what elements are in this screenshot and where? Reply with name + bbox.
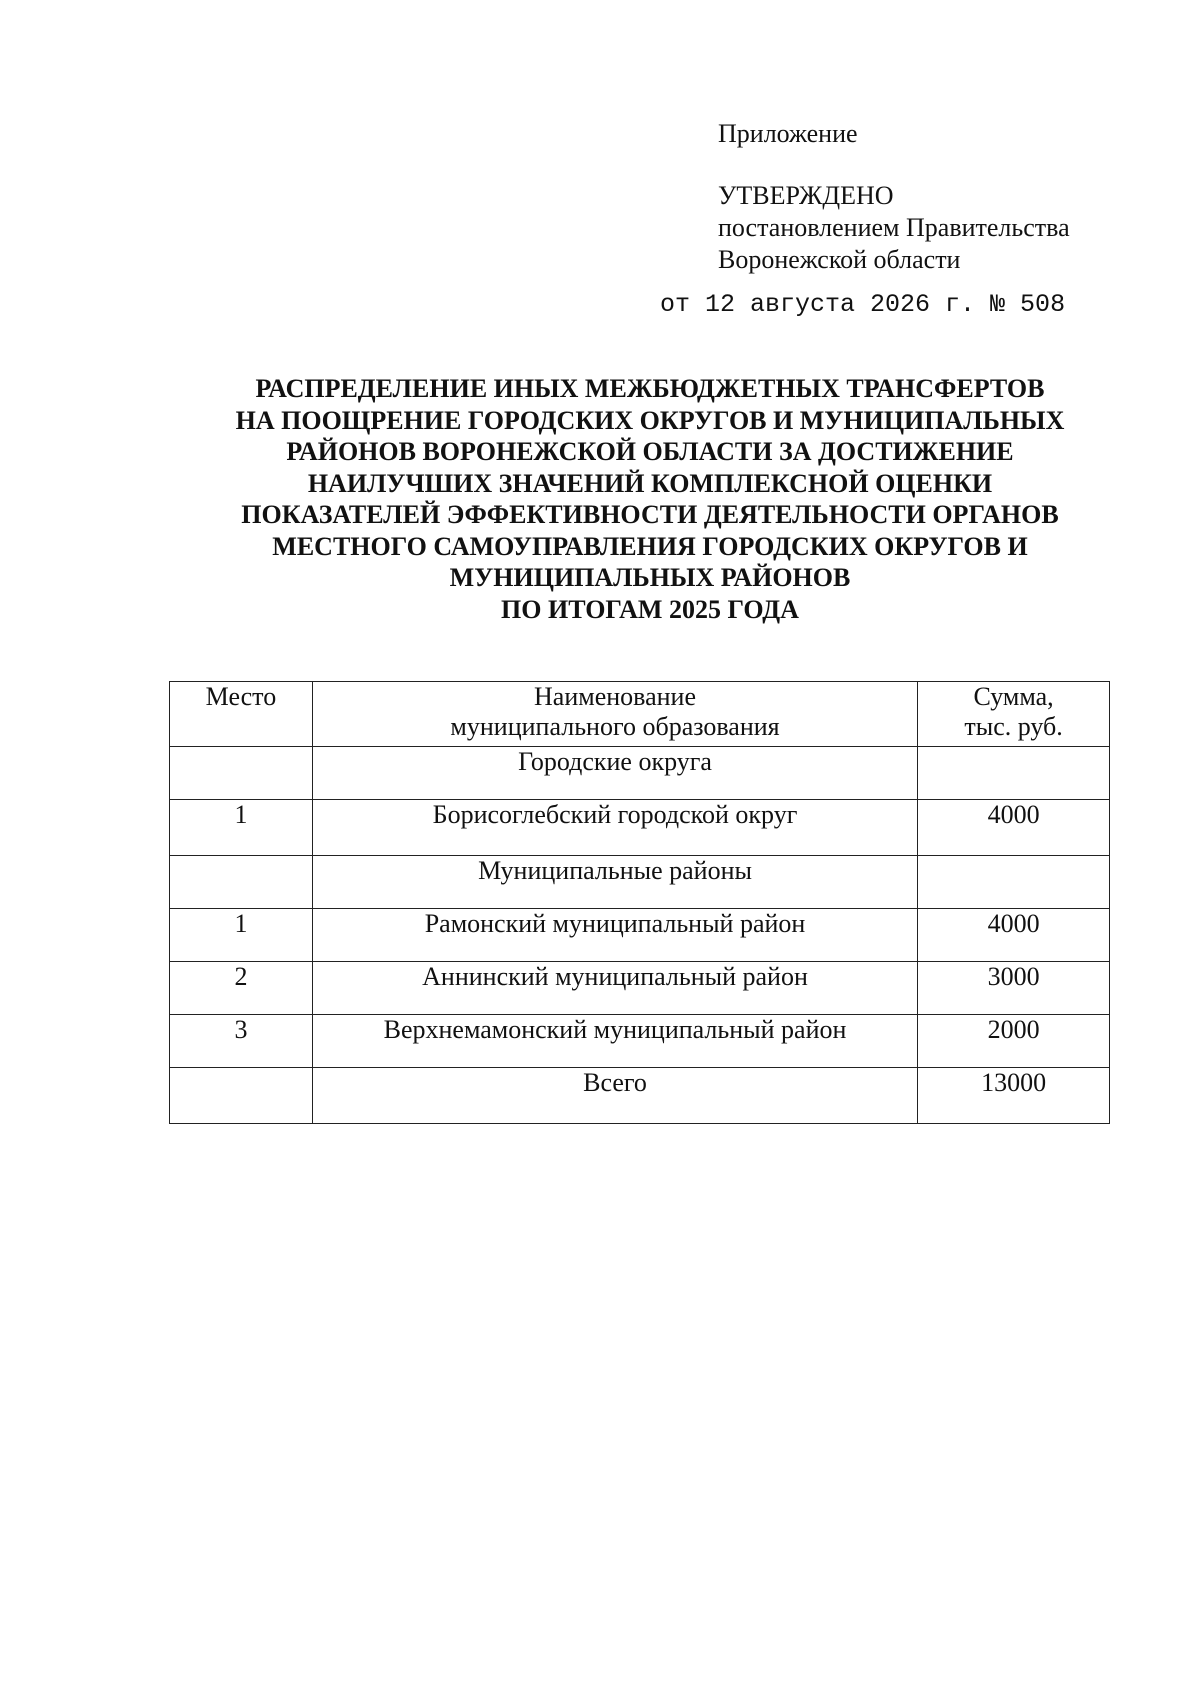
row-place: 1 <box>170 800 313 856</box>
table-header-row <box>170 682 1110 747</box>
approved-label: УТВЕРЖДЕНО <box>718 181 894 210</box>
group-label: Городские округа <box>312 747 917 800</box>
title-line: МЕСТНОГО САМОУПРАВЛЕНИЯ ГОРОДСКИХ ОКРУГОВ И <box>272 531 1028 561</box>
title-line: НА ПООЩРЕНИЕ ГОРОДСКИХ ОКРУГОВ И МУНИЦИПАЛЬНЫХ <box>235 405 1065 435</box>
group-label: Муниципальные районы <box>312 856 917 909</box>
total-row <box>170 1068 1110 1124</box>
header-sum <box>918 682 1110 747</box>
approval-block <box>718 180 1070 276</box>
document-title <box>150 373 1150 625</box>
group-row-city-districts <box>170 747 1110 800</box>
title-line: ПО ИТОГАМ 2025 ГОДА <box>501 594 799 624</box>
resolution-line-2: Воронежской области <box>718 245 961 274</box>
header-sum-line-1: Сумма, <box>973 682 1054 711</box>
title-line: МУНИЦИПАЛЬНЫХ РАЙОНОВ <box>449 563 851 592</box>
title-line: РАСПРЕДЕЛЕНИЕ ИНЫХ МЕЖБЮДЖЕТНЫХ ТРАНСФЕРТОВ <box>255 374 1045 403</box>
resolution-line-1: постановлением Правительства <box>718 213 1070 242</box>
header-place-label: Место <box>205 682 277 711</box>
row-sum: 3000 <box>918 962 1110 1015</box>
group-place-cell <box>170 747 313 800</box>
table-row <box>170 1015 1110 1068</box>
group-sum-cell <box>918 856 1110 909</box>
header-name-line-2: муниципального образования <box>450 712 780 741</box>
table-row <box>170 800 1110 856</box>
row-name: Верхнемамонский муниципальный район <box>312 1015 917 1068</box>
title-line: РАЙОНОВ ВОРОНЕЖСКОЙ ОБЛАСТИ ЗА ДОСТИЖЕНИЕ <box>286 437 1014 466</box>
title-line: ПОКАЗАТЕЛЕЙ ЭФФЕКТИВНОСТИ ДЕЯТЕЛЬНОСТИ ОРГАНОВ <box>241 500 1059 529</box>
row-place: 2 <box>170 962 313 1015</box>
row-name: Борисоглебский городской округ <box>312 800 917 856</box>
row-sum: 2000 <box>918 1015 1110 1068</box>
group-row-municipal-districts <box>170 856 1110 909</box>
row-name: Рамонский муниципальный район <box>312 909 917 962</box>
header-sum-line-2: тыс. руб. <box>964 712 1063 741</box>
row-sum: 4000 <box>918 909 1110 962</box>
appendix-label: Приложение <box>718 119 858 148</box>
row-name: Аннинский муниципальный район <box>312 962 917 1015</box>
row-place: 3 <box>170 1015 313 1068</box>
table-row <box>170 909 1110 962</box>
total-sum: 13000 <box>918 1068 1110 1124</box>
distribution-table <box>169 681 1110 1124</box>
resolution-date: от 12 августа 2026 г. № 508 <box>660 290 1066 319</box>
title-line: НАИЛУЧШИХ ЗНАЧЕНИЙ КОМПЛЕКСНОЙ ОЦЕНКИ <box>307 468 993 498</box>
header-place <box>170 682 313 747</box>
header-name-line-1: Наименование <box>534 682 697 711</box>
row-sum: 4000 <box>918 800 1110 856</box>
total-label: Всего <box>312 1068 917 1124</box>
group-place-cell <box>170 856 313 909</box>
header-name <box>312 682 917 747</box>
row-place: 1 <box>170 909 313 962</box>
total-place-cell <box>170 1068 313 1124</box>
group-sum-cell <box>918 747 1110 800</box>
table-row <box>170 962 1110 1015</box>
